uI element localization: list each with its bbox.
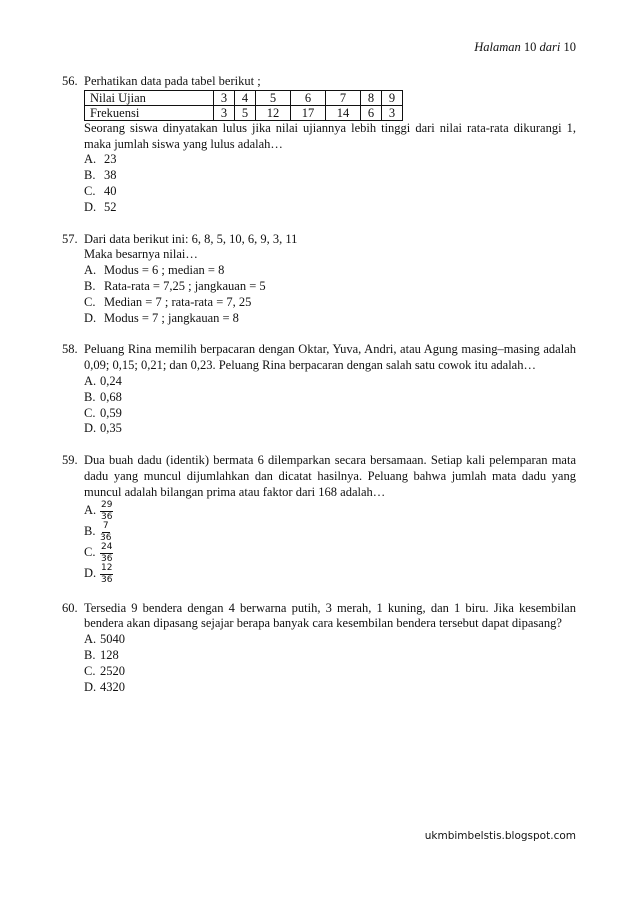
table-cell: 5 xyxy=(235,105,256,120)
option-letter: C. xyxy=(84,294,96,309)
table-cell: 9 xyxy=(382,90,403,105)
question-stem: Seorang siswa dinyatakan lulus jika nilai ujiannya lebih tinggi dari nilai rata-rata dikurangi 1, maka jumlah siswa yang lulus adalah… xyxy=(84,120,576,151)
option-text: 40 xyxy=(104,183,117,198)
answer-option xyxy=(84,564,576,585)
question-stem: Dua buah dadu (identik) bermata 6 dilemparkan secara bersamaan. Setiap kali pelemparan mata dadu yang muncul dijumlahkan dan dicatat hasilnya. Peluang bahwa jumlah mata dadu yang muncul adalah bilangan prima atau faktor dari 168 adalah… xyxy=(84,453,576,499)
answer-option xyxy=(84,522,576,543)
option-text: Modus = 7 ; jangkauan = 8 xyxy=(104,310,239,325)
option-letter: B. xyxy=(84,647,96,662)
question-57 xyxy=(62,232,576,327)
footer-url: ukmbimbelstis.blogspot.com xyxy=(424,830,576,842)
option-text: 0,68 xyxy=(100,389,122,404)
table-cell: 14 xyxy=(326,105,361,120)
table-cell: 3 xyxy=(214,105,235,120)
table-cell: 8 xyxy=(361,90,382,105)
page-header xyxy=(474,40,576,55)
option-letter: D. xyxy=(84,199,97,214)
fraction-numerator: 12 xyxy=(101,562,113,573)
table-cell: 17 xyxy=(291,105,326,120)
fraction-denominator: 36 xyxy=(101,574,113,585)
option-fraction xyxy=(100,564,113,585)
option-text: 2520 xyxy=(100,663,125,678)
answer-option xyxy=(84,279,576,295)
option-letter: A. xyxy=(84,263,97,278)
option-letter: C. xyxy=(84,183,96,198)
table-cell: 3 xyxy=(214,90,235,105)
frequency-table xyxy=(84,90,403,121)
answer-option xyxy=(84,501,576,522)
answer-option xyxy=(84,680,576,696)
table-cell: 12 xyxy=(256,105,291,120)
option-text: 23 xyxy=(104,152,117,167)
option-letter: A. xyxy=(84,152,97,167)
option-letter: A. xyxy=(84,503,97,518)
option-text: 0,35 xyxy=(100,421,122,436)
questions xyxy=(62,74,576,711)
option-text: Rata-rata = 7,25 ; jangkauan = 5 xyxy=(104,278,266,293)
table-cell: 7 xyxy=(326,90,361,105)
answer-option xyxy=(84,311,576,327)
question-59 xyxy=(62,453,576,584)
table-cell: 5 xyxy=(256,90,291,105)
answer-option xyxy=(84,664,576,680)
table-row xyxy=(85,90,403,105)
answer-option xyxy=(84,184,576,200)
table-row-label: Frekuensi xyxy=(85,105,214,120)
question-intro: Perhatikan data pada tabel berikut ; xyxy=(84,74,261,88)
fraction-denominator: 36 xyxy=(101,511,113,522)
answer-option xyxy=(84,648,576,664)
option-fraction xyxy=(100,522,111,543)
option-letter: D. xyxy=(84,566,97,581)
question-stem: Peluang Rina memilih berpacaran dengan Oktar, Yuva, Andri, atau Agung masing–masing adalah 0,09; 0,15; 0,21; dan 0,23. Peluang Rina berpacaran dengan salah satu cowok itu adalah… xyxy=(84,342,576,373)
header-page: 10 xyxy=(523,40,537,54)
answer-option xyxy=(84,263,576,279)
question-number: 59. xyxy=(62,453,78,468)
table-cell: 4 xyxy=(235,90,256,105)
answer-option xyxy=(84,632,576,648)
answer-option xyxy=(84,295,576,311)
option-letter: A. xyxy=(84,632,97,647)
option-text: 52 xyxy=(104,199,117,214)
question-number: 57. xyxy=(62,231,78,246)
option-letter: C. xyxy=(84,545,96,560)
option-fraction xyxy=(100,543,113,564)
fraction-denominator: 36 xyxy=(100,532,112,543)
option-text: 128 xyxy=(100,647,119,662)
option-text: 0,24 xyxy=(100,373,122,388)
question-stem: Tersedia 9 bendera dengan 4 berwarna putih, 3 merah, 1 kuning, dan 1 biru. Jika kesembilan bendera akan dipasang sejajar berapa banyak cara kesembilan bendera tersebut dapat dipasang? xyxy=(84,600,576,631)
option-letter: C. xyxy=(84,405,96,420)
table-cell: 3 xyxy=(382,105,403,120)
fraction-numerator: 7 xyxy=(102,520,109,531)
answer-option xyxy=(84,374,576,390)
fraction-numerator: 24 xyxy=(101,541,113,552)
option-text: 38 xyxy=(104,168,117,183)
option-letter: A. xyxy=(84,373,97,388)
fraction-numerator: 29 xyxy=(101,499,113,510)
answer-option xyxy=(84,406,576,422)
question-stem: Dari data berikut ini: 6, 8, 5, 10, 6, 9, 3, 11 xyxy=(84,231,298,246)
header-halaman: Halaman xyxy=(474,40,521,54)
option-letter: B. xyxy=(84,278,96,293)
table-row xyxy=(85,105,403,120)
option-text: 0,59 xyxy=(100,405,122,420)
answer-option xyxy=(84,152,576,168)
question-number: 56. xyxy=(62,74,78,88)
table-cell: 6 xyxy=(291,90,326,105)
option-letter: B. xyxy=(84,389,96,404)
header-dari: dari xyxy=(539,40,561,54)
option-fraction xyxy=(100,501,113,522)
option-letter: D. xyxy=(84,679,97,694)
table-cell: 6 xyxy=(361,105,382,120)
question-number: 60. xyxy=(62,600,78,615)
option-letter: C. xyxy=(84,663,96,678)
option-text: Median = 7 ; rata-rata = 7, 25 xyxy=(104,294,252,309)
header-total: 10 xyxy=(563,40,576,54)
table-row-label: Nilai Ujian xyxy=(85,90,214,105)
answer-option xyxy=(84,543,576,564)
question-56 xyxy=(62,74,576,216)
answer-option xyxy=(84,390,576,406)
option-text: Modus = 6 ; median = 8 xyxy=(104,263,225,278)
answer-option xyxy=(84,168,576,184)
question-58 xyxy=(62,342,576,437)
option-letter: B. xyxy=(84,524,96,539)
option-letter: D. xyxy=(84,421,97,436)
option-letter: B. xyxy=(84,168,96,183)
answer-option xyxy=(84,200,576,216)
question-number: 58. xyxy=(62,342,78,357)
fraction-denominator: 36 xyxy=(101,553,113,564)
option-text: 5040 xyxy=(100,632,125,647)
question-60 xyxy=(62,601,576,696)
option-letter: D. xyxy=(84,310,97,325)
answer-option xyxy=(84,421,576,437)
question-stem-line2: Maka besarnya nilai… xyxy=(84,247,198,262)
option-text: 4320 xyxy=(100,679,125,694)
